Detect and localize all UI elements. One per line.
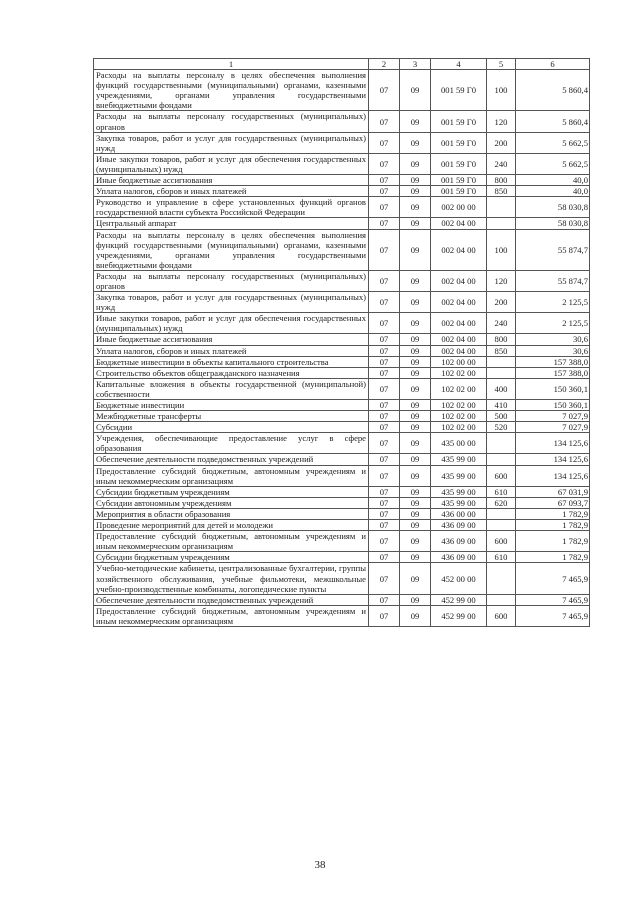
table-row bbox=[94, 132, 590, 153]
row-target-article: 435 99 00 bbox=[431, 497, 487, 508]
row-expense-type: 600 bbox=[487, 465, 516, 486]
row-section: 07 bbox=[369, 433, 400, 454]
row-subsection: 09 bbox=[400, 334, 431, 345]
table-row bbox=[94, 486, 590, 497]
row-amount: 7 465,9 bbox=[516, 605, 590, 626]
row-target-article: 102 02 00 bbox=[431, 422, 487, 433]
header-col-5: 5 bbox=[487, 59, 516, 70]
row-amount: 7 465,9 bbox=[516, 594, 590, 605]
row-expense-type: 120 bbox=[487, 111, 516, 132]
table-row bbox=[94, 400, 590, 411]
row-section: 07 bbox=[369, 378, 400, 399]
row-section: 07 bbox=[369, 465, 400, 486]
row-subsection: 09 bbox=[400, 594, 431, 605]
row-amount: 1 782,9 bbox=[516, 531, 590, 552]
row-section: 07 bbox=[369, 411, 400, 422]
row-subsection: 09 bbox=[400, 197, 431, 218]
header-col-1: 1 bbox=[94, 59, 369, 70]
row-description: Иные бюджетные ассигнования bbox=[94, 334, 369, 345]
row-description: Иные закупки товаров, работ и услуг для обеспечения государственных (муниципальных) нужд bbox=[94, 153, 369, 174]
header-col-6: 6 bbox=[516, 59, 590, 70]
row-amount: 67 031,9 bbox=[516, 486, 590, 497]
row-subsection: 09 bbox=[400, 605, 431, 626]
row-target-article: 001 59 Г0 bbox=[431, 132, 487, 153]
row-description: Уплата налогов, сборов и иных платежей bbox=[94, 345, 369, 356]
table-row bbox=[94, 175, 590, 186]
row-section: 07 bbox=[369, 563, 400, 594]
row-description: Бюджетные инвестиции в объекты капитального строительства bbox=[94, 356, 369, 367]
row-amount: 134 125,6 bbox=[516, 465, 590, 486]
row-subsection: 09 bbox=[400, 367, 431, 378]
row-expense-type bbox=[487, 433, 516, 454]
row-description: Закупка товаров, работ и услуг для государственных (муниципальных) нужд bbox=[94, 132, 369, 153]
table-row bbox=[94, 497, 590, 508]
row-expense-type bbox=[487, 594, 516, 605]
table-row bbox=[94, 594, 590, 605]
table-row bbox=[94, 454, 590, 465]
row-description: Расходы на выплаты персоналу государственных (муниципальных) органов bbox=[94, 111, 369, 132]
row-target-article: 002 04 00 bbox=[431, 334, 487, 345]
row-amount: 134 125,6 bbox=[516, 433, 590, 454]
row-expense-type bbox=[487, 197, 516, 218]
row-section: 07 bbox=[369, 197, 400, 218]
row-section: 07 bbox=[369, 400, 400, 411]
row-expense-type: 610 bbox=[487, 552, 516, 563]
row-amount: 30,6 bbox=[516, 345, 590, 356]
table-row bbox=[94, 70, 590, 111]
header-col-3: 3 bbox=[400, 59, 431, 70]
row-amount: 58 030,8 bbox=[516, 218, 590, 229]
row-subsection: 09 bbox=[400, 132, 431, 153]
row-expense-type: 500 bbox=[487, 411, 516, 422]
row-description: Руководство и управление в сфере установленных функций органов государственной власти субъекта Российской Федерации bbox=[94, 197, 369, 218]
row-subsection: 09 bbox=[400, 465, 431, 486]
row-subsection: 09 bbox=[400, 345, 431, 356]
row-target-article: 102 02 00 bbox=[431, 367, 487, 378]
row-expense-type bbox=[487, 454, 516, 465]
row-description: Обеспечение деятельности подведомственных учреждений bbox=[94, 594, 369, 605]
row-amount: 7 465,9 bbox=[516, 563, 590, 594]
row-target-article: 452 99 00 bbox=[431, 594, 487, 605]
row-target-article: 002 04 00 bbox=[431, 313, 487, 334]
table-row bbox=[94, 433, 590, 454]
row-target-article: 436 00 00 bbox=[431, 508, 487, 519]
row-amount: 150 360,1 bbox=[516, 378, 590, 399]
row-expense-type: 410 bbox=[487, 400, 516, 411]
row-subsection: 09 bbox=[400, 454, 431, 465]
row-description: Бюджетные инвестиции bbox=[94, 400, 369, 411]
row-expense-type: 520 bbox=[487, 422, 516, 433]
row-section: 07 bbox=[369, 497, 400, 508]
row-expense-type: 610 bbox=[487, 486, 516, 497]
row-description: Мероприятия в области образования bbox=[94, 508, 369, 519]
row-expense-type: 600 bbox=[487, 605, 516, 626]
row-expense-type: 120 bbox=[487, 270, 516, 291]
row-expense-type bbox=[487, 508, 516, 519]
row-target-article: 435 99 00 bbox=[431, 465, 487, 486]
table-row bbox=[94, 356, 590, 367]
table-row bbox=[94, 508, 590, 519]
row-section: 07 bbox=[369, 218, 400, 229]
row-description: Расходы на выплаты персоналу в целях обеспечения выполнения функций государственными (муниципальными) органами, казенными учреждениями, органами управления государственными внебюджетными фондами bbox=[94, 70, 369, 111]
row-expense-type: 800 bbox=[487, 334, 516, 345]
row-target-article: 002 04 00 bbox=[431, 345, 487, 356]
row-subsection: 09 bbox=[400, 356, 431, 367]
table-row bbox=[94, 563, 590, 594]
row-subsection: 09 bbox=[400, 433, 431, 454]
row-amount: 1 782,9 bbox=[516, 552, 590, 563]
row-amount: 67 093,7 bbox=[516, 497, 590, 508]
table-body bbox=[94, 70, 590, 627]
row-amount: 7 027,9 bbox=[516, 422, 590, 433]
table-row bbox=[94, 411, 590, 422]
row-subsection: 09 bbox=[400, 229, 431, 270]
row-amount: 40,0 bbox=[516, 175, 590, 186]
row-section: 07 bbox=[369, 175, 400, 186]
row-subsection: 09 bbox=[400, 552, 431, 563]
row-subsection: 09 bbox=[400, 218, 431, 229]
row-amount: 2 125,5 bbox=[516, 292, 590, 313]
row-expense-type: 850 bbox=[487, 186, 516, 197]
row-section: 07 bbox=[369, 520, 400, 531]
row-subsection: 09 bbox=[400, 411, 431, 422]
header-col-4: 4 bbox=[431, 59, 487, 70]
row-amount: 1 782,9 bbox=[516, 508, 590, 519]
row-expense-type bbox=[487, 356, 516, 367]
row-description: Учреждения, обеспечивающие предоставление услуг в сфере образования bbox=[94, 433, 369, 454]
row-target-article: 435 00 00 bbox=[431, 433, 487, 454]
row-description: Предоставление субсидий бюджетным, автономным учреждениям и иным некоммерческим организациям bbox=[94, 465, 369, 486]
table-row bbox=[94, 465, 590, 486]
table-row bbox=[94, 378, 590, 399]
row-target-article: 002 04 00 bbox=[431, 270, 487, 291]
table-row bbox=[94, 270, 590, 291]
row-description: Субсидии бюджетным учреждениям bbox=[94, 486, 369, 497]
table-row bbox=[94, 605, 590, 626]
row-subsection: 09 bbox=[400, 486, 431, 497]
row-target-article: 001 59 Г0 bbox=[431, 175, 487, 186]
row-target-article: 002 04 00 bbox=[431, 218, 487, 229]
header-col-2: 2 bbox=[369, 59, 400, 70]
row-section: 07 bbox=[369, 531, 400, 552]
row-expense-type: 600 bbox=[487, 531, 516, 552]
row-description: Проведение мероприятий для детей и молодежи bbox=[94, 520, 369, 531]
row-target-article: 435 99 00 bbox=[431, 486, 487, 497]
row-subsection: 09 bbox=[400, 378, 431, 399]
row-description: Центральный аппарат bbox=[94, 218, 369, 229]
table-row bbox=[94, 186, 590, 197]
row-amount: 1 782,9 bbox=[516, 520, 590, 531]
row-description: Предоставление субсидий бюджетным, автономным учреждениям и иным некоммерческим организациям bbox=[94, 531, 369, 552]
row-amount: 58 030,8 bbox=[516, 197, 590, 218]
row-expense-type: 240 bbox=[487, 313, 516, 334]
row-expense-type: 800 bbox=[487, 175, 516, 186]
row-target-article: 436 09 00 bbox=[431, 531, 487, 552]
row-target-article: 452 00 00 bbox=[431, 563, 487, 594]
row-amount: 2 125,5 bbox=[516, 313, 590, 334]
row-subsection: 09 bbox=[400, 313, 431, 334]
row-amount: 7 027,9 bbox=[516, 411, 590, 422]
row-amount: 55 874,7 bbox=[516, 270, 590, 291]
row-expense-type: 240 bbox=[487, 153, 516, 174]
row-section: 07 bbox=[369, 486, 400, 497]
row-target-article: 001 59 Г0 bbox=[431, 186, 487, 197]
row-amount: 134 125,6 bbox=[516, 454, 590, 465]
table-row bbox=[94, 292, 590, 313]
row-description: Иные закупки товаров, работ и услуг для обеспечения государственных (муниципальных) нужд bbox=[94, 313, 369, 334]
table-row bbox=[94, 111, 590, 132]
table-row bbox=[94, 229, 590, 270]
row-target-article: 102 00 00 bbox=[431, 356, 487, 367]
row-target-article: 002 00 00 bbox=[431, 197, 487, 218]
row-section: 07 bbox=[369, 552, 400, 563]
row-subsection: 09 bbox=[400, 270, 431, 291]
row-target-article: 002 04 00 bbox=[431, 292, 487, 313]
row-amount: 30,6 bbox=[516, 334, 590, 345]
table-row bbox=[94, 552, 590, 563]
row-expense-type bbox=[487, 367, 516, 378]
row-description: Расходы на выплаты персоналу в целях обеспечения выполнения функций государственными (муниципальными) органами, казенными учреждениями, органами управления государственными внебюджетными фондами bbox=[94, 229, 369, 270]
row-description: Субсидии бюджетным учреждениям bbox=[94, 552, 369, 563]
row-expense-type: 850 bbox=[487, 345, 516, 356]
table-row bbox=[94, 197, 590, 218]
row-section: 07 bbox=[369, 111, 400, 132]
row-section: 07 bbox=[369, 454, 400, 465]
table-row bbox=[94, 367, 590, 378]
row-target-article: 102 02 00 bbox=[431, 400, 487, 411]
row-target-article: 102 02 00 bbox=[431, 411, 487, 422]
row-target-article: 102 02 00 bbox=[431, 378, 487, 399]
row-expense-type: 200 bbox=[487, 132, 516, 153]
row-subsection: 09 bbox=[400, 508, 431, 519]
row-expense-type bbox=[487, 563, 516, 594]
row-section: 07 bbox=[369, 367, 400, 378]
row-target-article: 435 99 00 bbox=[431, 454, 487, 465]
row-subsection: 09 bbox=[400, 292, 431, 313]
row-description: Закупка товаров, работ и услуг для государственных (муниципальных) нужд bbox=[94, 292, 369, 313]
table-row bbox=[94, 153, 590, 174]
row-description: Обеспечение деятельности подведомственных учреждений bbox=[94, 454, 369, 465]
row-subsection: 09 bbox=[400, 497, 431, 508]
row-section: 07 bbox=[369, 605, 400, 626]
row-section: 07 bbox=[369, 153, 400, 174]
table-row bbox=[94, 218, 590, 229]
row-expense-type bbox=[487, 218, 516, 229]
row-target-article: 436 09 00 bbox=[431, 520, 487, 531]
row-amount: 150 360,1 bbox=[516, 400, 590, 411]
row-target-article: 001 59 Г0 bbox=[431, 111, 487, 132]
table-row bbox=[94, 531, 590, 552]
row-amount: 5 662,5 bbox=[516, 153, 590, 174]
row-description: Строительство объектов общегражданского назначения bbox=[94, 367, 369, 378]
row-section: 07 bbox=[369, 508, 400, 519]
row-section: 07 bbox=[369, 356, 400, 367]
row-target-article: 436 09 00 bbox=[431, 552, 487, 563]
table-row bbox=[94, 313, 590, 334]
row-target-article: 002 04 00 bbox=[431, 229, 487, 270]
row-subsection: 09 bbox=[400, 422, 431, 433]
row-subsection: 09 bbox=[400, 153, 431, 174]
row-subsection: 09 bbox=[400, 400, 431, 411]
row-target-article: 452 99 00 bbox=[431, 605, 487, 626]
row-expense-type: 100 bbox=[487, 70, 516, 111]
row-description: Капитальные вложения в объекты государственной (муниципальной) собственности bbox=[94, 378, 369, 399]
row-section: 07 bbox=[369, 70, 400, 111]
row-subsection: 09 bbox=[400, 175, 431, 186]
row-subsection: 09 bbox=[400, 520, 431, 531]
row-section: 07 bbox=[369, 292, 400, 313]
row-expense-type: 200 bbox=[487, 292, 516, 313]
row-section: 07 bbox=[369, 132, 400, 153]
row-subsection: 09 bbox=[400, 186, 431, 197]
row-amount: 55 874,7 bbox=[516, 229, 590, 270]
row-description: Расходы на выплаты персоналу государственных (муниципальных) органов bbox=[94, 270, 369, 291]
row-section: 07 bbox=[369, 186, 400, 197]
row-section: 07 bbox=[369, 313, 400, 334]
row-target-article: 001 59 Г0 bbox=[431, 153, 487, 174]
row-description: Уплата налогов, сборов и иных платежей bbox=[94, 186, 369, 197]
row-description: Субсидии bbox=[94, 422, 369, 433]
row-description: Субсидии автономным учреждениям bbox=[94, 497, 369, 508]
row-amount: 5 860,4 bbox=[516, 111, 590, 132]
budget-table bbox=[93, 58, 590, 627]
table-row bbox=[94, 520, 590, 531]
row-expense-type bbox=[487, 520, 516, 531]
row-subsection: 09 bbox=[400, 563, 431, 594]
row-section: 07 bbox=[369, 229, 400, 270]
row-expense-type: 100 bbox=[487, 229, 516, 270]
row-section: 07 bbox=[369, 594, 400, 605]
row-section: 07 bbox=[369, 270, 400, 291]
table-row bbox=[94, 334, 590, 345]
row-section: 07 bbox=[369, 422, 400, 433]
table-header-row bbox=[94, 59, 590, 70]
row-subsection: 09 bbox=[400, 111, 431, 132]
row-section: 07 bbox=[369, 345, 400, 356]
table-row bbox=[94, 422, 590, 433]
row-description: Иные бюджетные ассигнования bbox=[94, 175, 369, 186]
row-expense-type: 400 bbox=[487, 378, 516, 399]
row-amount: 5 662,5 bbox=[516, 132, 590, 153]
row-target-article: 001 59 Г0 bbox=[431, 70, 487, 111]
row-description: Учебно-методические кабинеты, централизованные бухгалтерии, группы хозяйственного обслуживания, учебные фильмотеки, межшкольные учебно-производственные комбинаты, логопедические пункты bbox=[94, 563, 369, 594]
table-row bbox=[94, 345, 590, 356]
row-description: Предоставление субсидий бюджетным, автономным учреждениям и иным некоммерческим организациям bbox=[94, 605, 369, 626]
row-amount: 157 388,0 bbox=[516, 367, 590, 378]
row-amount: 40,0 bbox=[516, 186, 590, 197]
row-section: 07 bbox=[369, 334, 400, 345]
row-expense-type: 620 bbox=[487, 497, 516, 508]
row-description: Межбюджетные трансферты bbox=[94, 411, 369, 422]
row-amount: 5 860,4 bbox=[516, 70, 590, 111]
page-number: 38 bbox=[314, 859, 326, 871]
row-subsection: 09 bbox=[400, 531, 431, 552]
row-subsection: 09 bbox=[400, 70, 431, 111]
row-amount: 157 388,0 bbox=[516, 356, 590, 367]
